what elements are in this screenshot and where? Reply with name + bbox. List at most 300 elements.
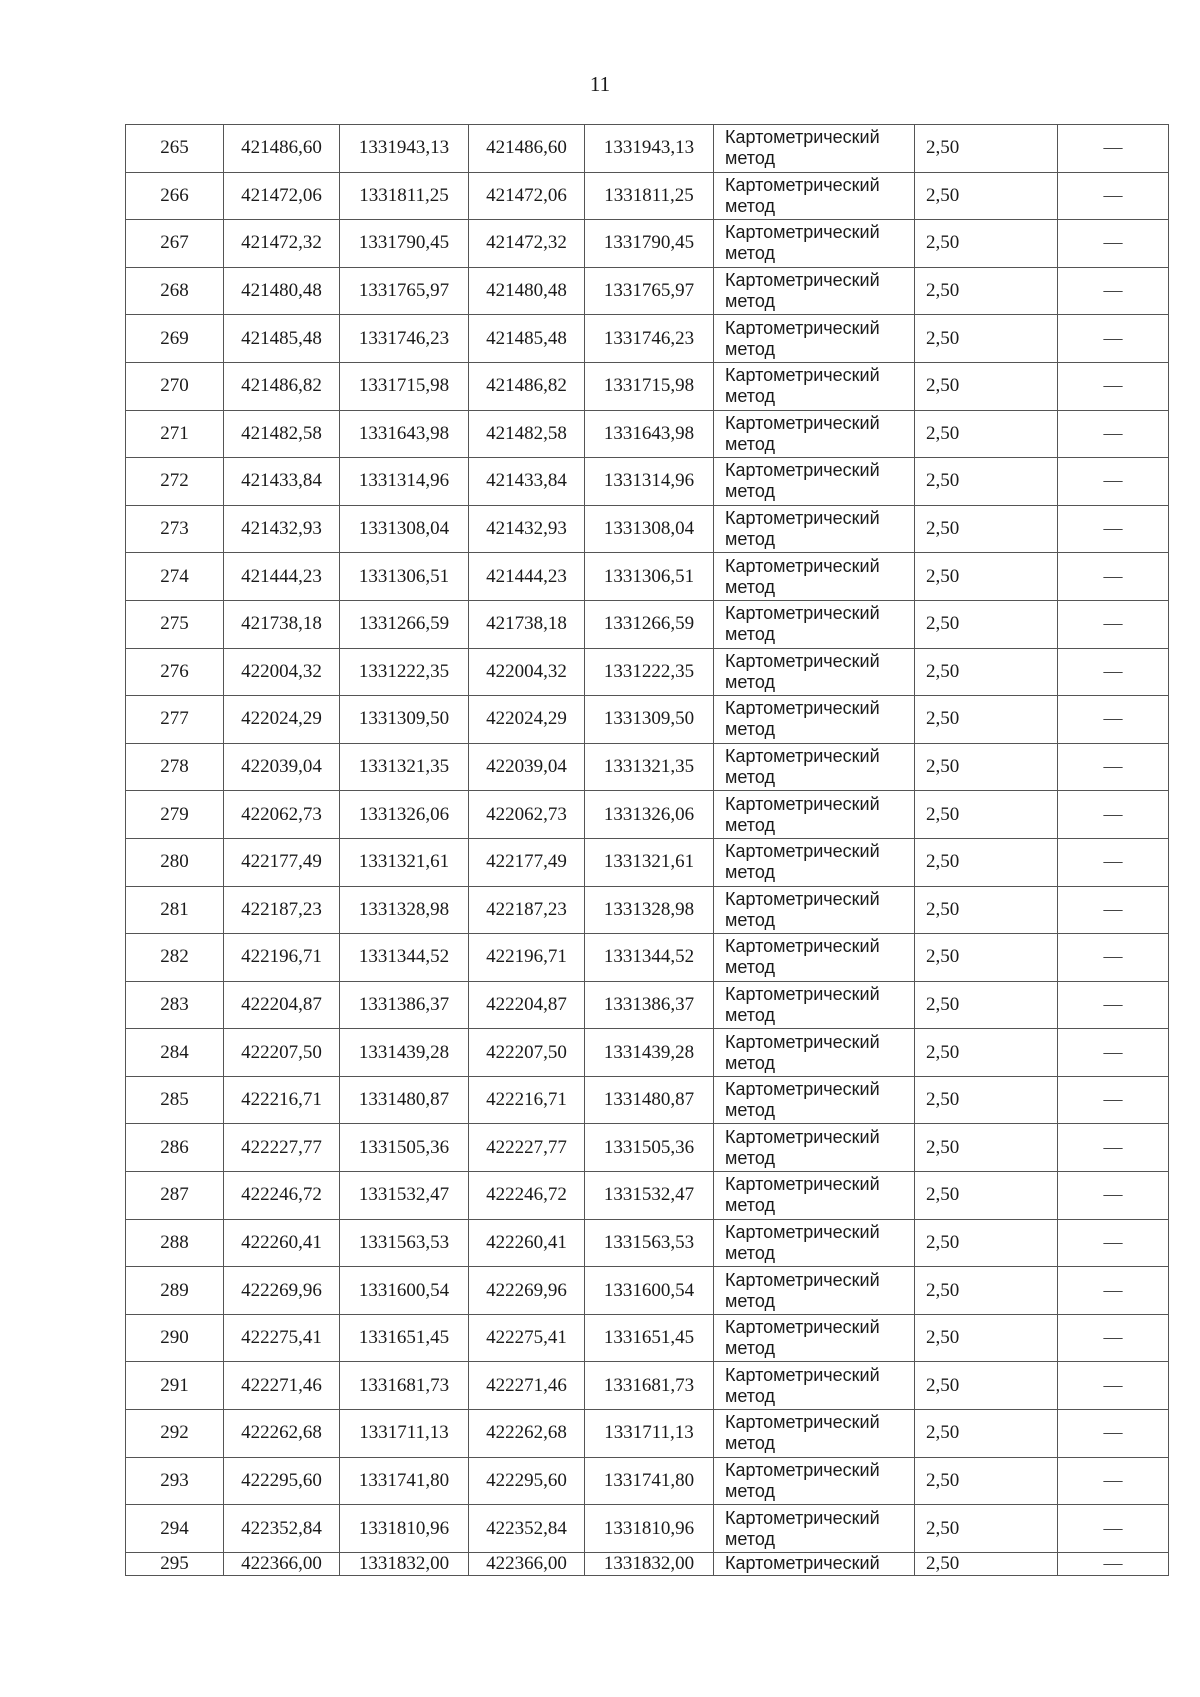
note-cell: — <box>1058 1314 1169 1362</box>
y-existing-cell: 1331344,52 <box>340 934 469 982</box>
precision-cell: 2,50 <box>915 1029 1058 1077</box>
precision-cell: 2,50 <box>915 648 1058 696</box>
precision-cell: 2,50 <box>915 838 1058 886</box>
table-row <box>126 315 1169 363</box>
x-refined-cell: 422269,96 <box>469 1267 585 1315</box>
y-refined-cell: 1331600,54 <box>585 1267 714 1315</box>
y-refined-cell: 1331505,36 <box>585 1124 714 1172</box>
method-line-2: метод <box>725 1433 775 1454</box>
method-cell <box>714 1410 915 1458</box>
precision-cell: 2,50 <box>915 1219 1058 1267</box>
note-cell: — <box>1058 1457 1169 1505</box>
method-line-2: метод <box>725 1385 775 1406</box>
y-existing-cell: 1331711,13 <box>340 1410 469 1458</box>
x-refined-cell: 421480,48 <box>469 267 585 315</box>
method-cell <box>714 267 915 315</box>
point-number-cell: 275 <box>126 600 224 648</box>
x-existing-cell: 422177,49 <box>224 838 340 886</box>
y-existing-cell: 1331309,50 <box>340 696 469 744</box>
x-existing-cell: 422216,71 <box>224 1076 340 1124</box>
method-line-1: Картометрический <box>725 1317 880 1338</box>
method-cell <box>714 315 915 363</box>
method-cell <box>714 886 915 934</box>
y-existing-cell: 1331600,54 <box>340 1267 469 1315</box>
x-refined-cell: 422352,84 <box>469 1505 585 1553</box>
table-row <box>126 458 1169 506</box>
table-row <box>126 172 1169 220</box>
y-refined-cell: 1331715,98 <box>585 362 714 410</box>
method-line-2: метод <box>725 719 775 740</box>
method-line-1: Картометрический <box>725 555 880 576</box>
note-cell: — <box>1058 410 1169 458</box>
note-cell: — <box>1058 1410 1169 1458</box>
point-number-cell: 272 <box>126 458 224 506</box>
table-row <box>126 1076 1169 1124</box>
y-refined-cell: 1331308,04 <box>585 505 714 553</box>
point-number-cell: 287 <box>126 1172 224 1220</box>
x-refined-cell: 422271,46 <box>469 1362 585 1410</box>
x-refined-cell: 422207,50 <box>469 1029 585 1077</box>
method-cell <box>714 743 915 791</box>
x-refined-cell: 422062,73 <box>469 791 585 839</box>
method-line-1: Картометрический <box>725 1221 880 1242</box>
note-cell: — <box>1058 362 1169 410</box>
y-refined-cell: 1331741,80 <box>585 1457 714 1505</box>
y-existing-cell: 1331326,06 <box>340 791 469 839</box>
point-number-cell: 293 <box>126 1457 224 1505</box>
y-refined-cell: 1331326,06 <box>585 791 714 839</box>
precision-cell: 2,50 <box>915 505 1058 553</box>
note-cell: — <box>1058 1124 1169 1172</box>
x-existing-cell: 422196,71 <box>224 934 340 982</box>
y-refined-cell: 1331222,35 <box>585 648 714 696</box>
note-cell: — <box>1058 1267 1169 1315</box>
x-existing-cell: 422295,60 <box>224 1457 340 1505</box>
precision-cell: 2,50 <box>915 600 1058 648</box>
y-existing-cell: 1331832,00 <box>340 1552 469 1575</box>
note-cell: — <box>1058 743 1169 791</box>
method-line-2: метод <box>725 957 775 978</box>
table-row <box>126 934 1169 982</box>
x-refined-cell: 422275,41 <box>469 1314 585 1362</box>
method-line-2: метод <box>725 909 775 930</box>
x-refined-cell: 421738,18 <box>469 600 585 648</box>
table-row <box>126 791 1169 839</box>
method-line-1: Картометрический <box>725 1364 880 1385</box>
note-cell: — <box>1058 172 1169 220</box>
y-existing-cell: 1331505,36 <box>340 1124 469 1172</box>
point-number-cell: 278 <box>126 743 224 791</box>
method-line-1: Картометрический <box>725 888 880 909</box>
x-existing-cell: 421485,48 <box>224 315 340 363</box>
x-existing-cell: 422275,41 <box>224 1314 340 1362</box>
x-refined-cell: 422039,04 <box>469 743 585 791</box>
table-row <box>126 648 1169 696</box>
x-existing-cell: 422352,84 <box>224 1505 340 1553</box>
note-cell: — <box>1058 934 1169 982</box>
method-line-2: метод <box>725 814 775 835</box>
x-existing-cell: 422187,23 <box>224 886 340 934</box>
method-cell <box>714 1314 915 1362</box>
point-number-cell: 284 <box>126 1029 224 1077</box>
y-refined-cell: 1331306,51 <box>585 553 714 601</box>
note-cell: — <box>1058 791 1169 839</box>
table-row <box>126 1314 1169 1362</box>
method-cell <box>714 1172 915 1220</box>
y-refined-cell: 1331811,25 <box>585 172 714 220</box>
method-cell <box>714 1267 915 1315</box>
y-existing-cell: 1331321,61 <box>340 838 469 886</box>
method-line-1: Картометрический <box>725 270 880 291</box>
point-number-cell: 288 <box>126 1219 224 1267</box>
y-existing-cell: 1331306,51 <box>340 553 469 601</box>
method-cell <box>714 791 915 839</box>
method-cell <box>714 1457 915 1505</box>
method-line-1: Картометрический <box>725 317 880 338</box>
note-cell: — <box>1058 1362 1169 1410</box>
method-line-2: метод <box>725 1480 775 1501</box>
method-line-1: Картометрический <box>725 460 880 481</box>
point-number-cell: 289 <box>126 1267 224 1315</box>
method-line-1: Картометрический <box>725 936 880 957</box>
y-existing-cell: 1331746,23 <box>340 315 469 363</box>
table-row <box>126 553 1169 601</box>
precision-cell: 2,50 <box>915 1314 1058 1362</box>
y-refined-cell: 1331314,96 <box>585 458 714 506</box>
method-line-1: Картометрический <box>725 1174 880 1195</box>
y-existing-cell: 1331532,47 <box>340 1172 469 1220</box>
y-refined-cell: 1331532,47 <box>585 1172 714 1220</box>
method-line-1: Картометрический <box>725 650 880 671</box>
point-number-cell: 269 <box>126 315 224 363</box>
note-cell: — <box>1058 838 1169 886</box>
x-refined-cell: 422227,77 <box>469 1124 585 1172</box>
x-existing-cell: 422271,46 <box>224 1362 340 1410</box>
precision-cell: 2,50 <box>915 791 1058 839</box>
precision-cell: 2,50 <box>915 410 1058 458</box>
method-line-2: метод <box>725 1147 775 1168</box>
table-row <box>126 981 1169 1029</box>
method-cell <box>714 1362 915 1410</box>
precision-cell: 2,50 <box>915 1172 1058 1220</box>
precision-cell: 2,50 <box>915 1124 1058 1172</box>
x-refined-cell: 422177,49 <box>469 838 585 886</box>
x-existing-cell: 421486,82 <box>224 362 340 410</box>
note-cell: — <box>1058 315 1169 363</box>
x-existing-cell: 422227,77 <box>224 1124 340 1172</box>
table-row <box>126 1362 1169 1410</box>
method-cell <box>714 410 915 458</box>
x-existing-cell: 421482,58 <box>224 410 340 458</box>
x-existing-cell: 422204,87 <box>224 981 340 1029</box>
x-refined-cell: 421432,93 <box>469 505 585 553</box>
x-existing-cell: 421472,06 <box>224 172 340 220</box>
point-number-cell: 274 <box>126 553 224 601</box>
note-cell: — <box>1058 220 1169 268</box>
y-refined-cell: 1331439,28 <box>585 1029 714 1077</box>
table-row <box>126 838 1169 886</box>
y-refined-cell: 1331643,98 <box>585 410 714 458</box>
point-number-cell: 277 <box>126 696 224 744</box>
x-existing-cell: 422262,68 <box>224 1410 340 1458</box>
precision-cell: 2,50 <box>915 458 1058 506</box>
precision-cell: 2,50 <box>915 1457 1058 1505</box>
x-existing-cell: 422269,96 <box>224 1267 340 1315</box>
method-line-2: метод <box>725 148 775 169</box>
method-line-1: Картометрический <box>725 1412 880 1433</box>
precision-cell: 2,50 <box>915 362 1058 410</box>
method-line-2: метод <box>725 529 775 550</box>
method-line-1: Картометрический <box>725 698 880 719</box>
table-row <box>126 1172 1169 1220</box>
point-number-cell: 279 <box>126 791 224 839</box>
method-line-2: метод <box>725 386 775 407</box>
precision-cell: 2,50 <box>915 220 1058 268</box>
method-cell <box>714 362 915 410</box>
table-row <box>126 600 1169 648</box>
method-line-2: метод <box>725 243 775 264</box>
method-line-2: метод <box>725 767 775 788</box>
point-number-cell: 276 <box>126 648 224 696</box>
method-cell: Картометрический <box>714 1552 915 1575</box>
precision-cell: 2,50 <box>915 1410 1058 1458</box>
precision-cell: 2,50 <box>915 1552 1058 1575</box>
y-existing-cell: 1331790,45 <box>340 220 469 268</box>
x-existing-cell: 422207,50 <box>224 1029 340 1077</box>
method-line-2: метод <box>725 1290 775 1311</box>
table-row <box>126 1410 1169 1458</box>
method-cell <box>714 1124 915 1172</box>
point-number-cell: 291 <box>126 1362 224 1410</box>
method-line-2: метод <box>725 671 775 692</box>
y-refined-cell: 1331746,23 <box>585 315 714 363</box>
note-cell: — <box>1058 600 1169 648</box>
y-refined-cell: 1331328,98 <box>585 886 714 934</box>
x-refined-cell: 422260,41 <box>469 1219 585 1267</box>
method-line-2: метод <box>725 862 775 883</box>
x-existing-cell: 421738,18 <box>224 600 340 648</box>
note-cell: — <box>1058 553 1169 601</box>
method-line-2: метод <box>725 1100 775 1121</box>
x-refined-cell: 422262,68 <box>469 1410 585 1458</box>
method-line-2: метод <box>725 1052 775 1073</box>
precision-cell: 2,50 <box>915 934 1058 982</box>
x-refined-cell: 422187,23 <box>469 886 585 934</box>
note-cell: — <box>1058 505 1169 553</box>
table-row <box>126 1552 1169 1575</box>
precision-cell: 2,50 <box>915 743 1058 791</box>
method-line-1: Картометрический <box>725 365 880 386</box>
table-row <box>126 886 1169 934</box>
note-cell: — <box>1058 1029 1169 1077</box>
method-cell <box>714 1505 915 1553</box>
precision-cell: 2,50 <box>915 696 1058 744</box>
method-line-2: метод <box>725 291 775 312</box>
y-refined-cell: 1331810,96 <box>585 1505 714 1553</box>
method-line-1: Картометрический <box>725 174 880 195</box>
point-number-cell: 294 <box>126 1505 224 1553</box>
y-existing-cell: 1331681,73 <box>340 1362 469 1410</box>
y-refined-cell: 1331344,52 <box>585 934 714 982</box>
precision-cell: 2,50 <box>915 125 1058 173</box>
method-line-1: Картометрический <box>725 1126 880 1147</box>
table-row <box>126 125 1169 173</box>
y-refined-cell: 1331266,59 <box>585 600 714 648</box>
note-cell: — <box>1058 1552 1169 1575</box>
method-line-1: Картометрический <box>725 222 880 243</box>
note-cell: — <box>1058 696 1169 744</box>
method-line-1: Картометрический <box>725 841 880 862</box>
table-row <box>126 1457 1169 1505</box>
table-row <box>126 220 1169 268</box>
x-refined-cell: 421486,60 <box>469 125 585 173</box>
method-cell <box>714 1029 915 1077</box>
x-existing-cell: 422260,41 <box>224 1219 340 1267</box>
x-refined-cell: 422004,32 <box>469 648 585 696</box>
x-refined-cell: 421485,48 <box>469 315 585 363</box>
point-number-cell: 283 <box>126 981 224 1029</box>
y-existing-cell: 1331308,04 <box>340 505 469 553</box>
note-cell: — <box>1058 1076 1169 1124</box>
precision-cell: 2,50 <box>915 1505 1058 1553</box>
y-existing-cell: 1331943,13 <box>340 125 469 173</box>
table-row <box>126 696 1169 744</box>
precision-cell: 2,50 <box>915 1076 1058 1124</box>
method-line-1: Картометрический <box>725 746 880 767</box>
y-existing-cell: 1331386,37 <box>340 981 469 1029</box>
y-existing-cell: 1331314,96 <box>340 458 469 506</box>
point-number-cell: 286 <box>126 1124 224 1172</box>
method-cell <box>714 458 915 506</box>
method-line-2: метод <box>725 1242 775 1263</box>
y-refined-cell: 1331790,45 <box>585 220 714 268</box>
method-line-2: метод <box>725 624 775 645</box>
point-number-cell: 292 <box>126 1410 224 1458</box>
y-refined-cell: 1331563,53 <box>585 1219 714 1267</box>
method-line-1: Картометрический <box>725 793 880 814</box>
table-row <box>126 1505 1169 1553</box>
x-refined-cell: 422196,71 <box>469 934 585 982</box>
y-refined-cell: 1331651,45 <box>585 1314 714 1362</box>
precision-cell: 2,50 <box>915 267 1058 315</box>
x-existing-cell: 422024,29 <box>224 696 340 744</box>
x-existing-cell: 421432,93 <box>224 505 340 553</box>
y-existing-cell: 1331741,80 <box>340 1457 469 1505</box>
method-cell <box>714 600 915 648</box>
y-refined-cell: 1331480,87 <box>585 1076 714 1124</box>
x-refined-cell: 421486,82 <box>469 362 585 410</box>
x-refined-cell: 422246,72 <box>469 1172 585 1220</box>
x-refined-cell: 422204,87 <box>469 981 585 1029</box>
x-existing-cell: 421486,60 <box>224 125 340 173</box>
coordinates-table <box>125 124 1169 1576</box>
method-line-1: Картометрический <box>725 1269 880 1290</box>
table-row <box>126 267 1169 315</box>
y-refined-cell: 1331765,97 <box>585 267 714 315</box>
x-existing-cell: 422246,72 <box>224 1172 340 1220</box>
method-cell <box>714 172 915 220</box>
x-existing-cell: 422039,04 <box>224 743 340 791</box>
table-row <box>126 1219 1169 1267</box>
method-cell <box>714 648 915 696</box>
x-refined-cell: 422295,60 <box>469 1457 585 1505</box>
table-row <box>126 1029 1169 1077</box>
precision-cell: 2,50 <box>915 1267 1058 1315</box>
x-existing-cell: 421444,23 <box>224 553 340 601</box>
y-existing-cell: 1331266,59 <box>340 600 469 648</box>
precision-cell: 2,50 <box>915 886 1058 934</box>
precision-cell: 2,50 <box>915 981 1058 1029</box>
method-line-1: Картометрический <box>725 1507 880 1528</box>
y-refined-cell: 1331309,50 <box>585 696 714 744</box>
y-existing-cell: 1331563,53 <box>340 1219 469 1267</box>
method-cell <box>714 696 915 744</box>
x-refined-cell: 421444,23 <box>469 553 585 601</box>
x-existing-cell: 421480,48 <box>224 267 340 315</box>
y-existing-cell: 1331222,35 <box>340 648 469 696</box>
precision-cell: 2,50 <box>915 172 1058 220</box>
method-line-2: метод <box>725 1338 775 1359</box>
y-refined-cell: 1331832,00 <box>585 1552 714 1575</box>
method-line-2: метод <box>725 576 775 597</box>
method-line-2: метод <box>725 1528 775 1549</box>
table-row <box>126 505 1169 553</box>
method-cell <box>714 1219 915 1267</box>
y-existing-cell: 1331328,98 <box>340 886 469 934</box>
table-row <box>126 1267 1169 1315</box>
x-refined-cell: 421472,32 <box>469 220 585 268</box>
point-number-cell: 295 <box>126 1552 224 1575</box>
x-existing-cell: 422062,73 <box>224 791 340 839</box>
method-line-1: Картометрический <box>725 983 880 1004</box>
precision-cell: 2,50 <box>915 1362 1058 1410</box>
note-cell: — <box>1058 886 1169 934</box>
method-line-1: Картометрический <box>725 412 880 433</box>
y-refined-cell: 1331943,13 <box>585 125 714 173</box>
point-number-cell: 270 <box>126 362 224 410</box>
note-cell: — <box>1058 267 1169 315</box>
method-line-2: метод <box>725 481 775 502</box>
method-cell <box>714 838 915 886</box>
y-refined-cell: 1331386,37 <box>585 981 714 1029</box>
note-cell: — <box>1058 1505 1169 1553</box>
method-line-1: Картометрический <box>725 1079 880 1100</box>
point-number-cell: 285 <box>126 1076 224 1124</box>
note-cell: — <box>1058 1219 1169 1267</box>
note-cell: — <box>1058 1172 1169 1220</box>
point-number-cell: 281 <box>126 886 224 934</box>
point-number-cell: 268 <box>126 267 224 315</box>
y-refined-cell: 1331321,61 <box>585 838 714 886</box>
x-refined-cell: 421472,06 <box>469 172 585 220</box>
y-existing-cell: 1331715,98 <box>340 362 469 410</box>
method-line-2: метод <box>725 1004 775 1025</box>
point-number-cell: 290 <box>126 1314 224 1362</box>
x-refined-cell: 421433,84 <box>469 458 585 506</box>
point-number-cell: 267 <box>126 220 224 268</box>
y-existing-cell: 1331765,97 <box>340 267 469 315</box>
method-cell <box>714 220 915 268</box>
method-line-1: Картометрический <box>725 603 880 624</box>
table-row <box>126 362 1169 410</box>
method-cell <box>714 505 915 553</box>
method-line-2: метод <box>725 195 775 216</box>
point-number-cell: 265 <box>126 125 224 173</box>
y-refined-cell: 1331681,73 <box>585 1362 714 1410</box>
y-existing-cell: 1331439,28 <box>340 1029 469 1077</box>
y-refined-cell: 1331321,35 <box>585 743 714 791</box>
point-number-cell: 280 <box>126 838 224 886</box>
